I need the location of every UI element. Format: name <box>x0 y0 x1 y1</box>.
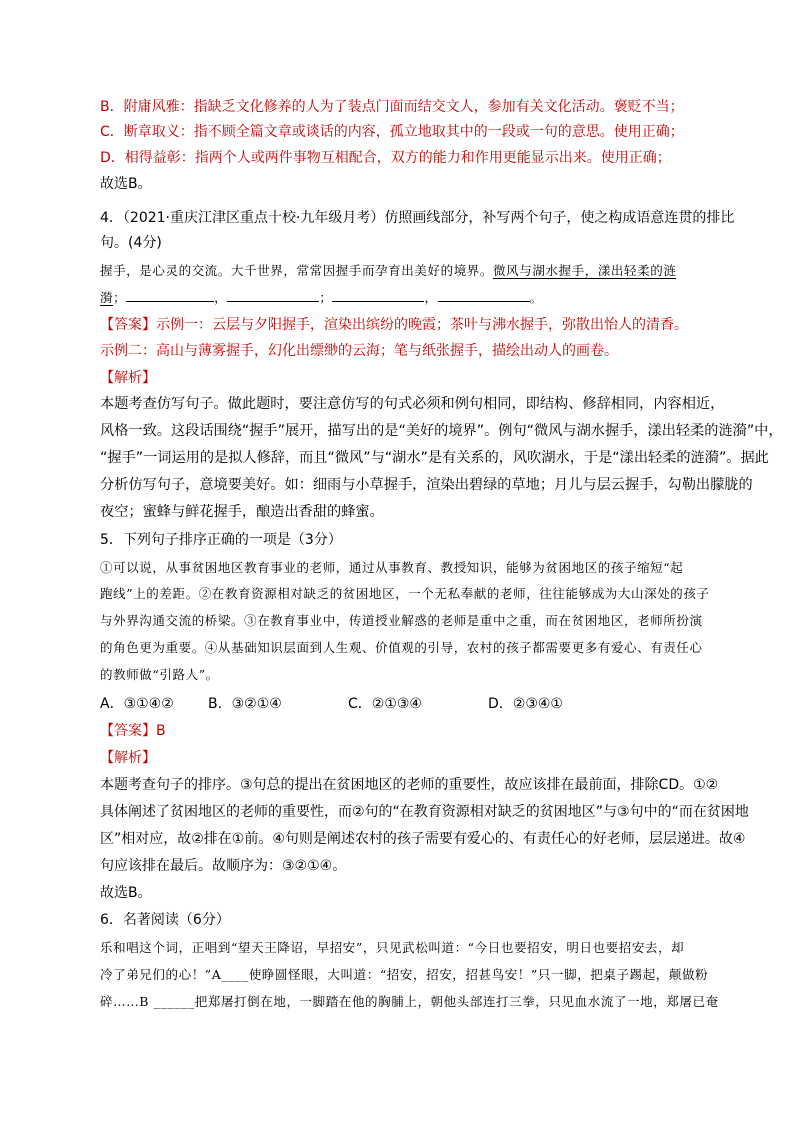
question-4-example-line-1: 握手，是心灵的交流。大千世界，常常因握手而孕育出美好的境界。微风与湖水握手，漾出轻柔的涟 <box>100 263 677 278</box>
question-6-text-2: 冷了弟兄们的心！”A____使睁圆怪眼，大叫道：“招安，招安，招甚鸟安！”只一脚，把桌子踢起，颠做粉 <box>100 967 709 982</box>
question-6-line: 6．名著阅读（6分） <box>100 912 230 928</box>
question-5-options <box>100 692 700 716</box>
option-c[interactable]: C．②①③④ <box>348 696 422 712</box>
blank-3[interactable] <box>332 287 424 302</box>
question-5-text-1: ①可以说，从事贫困地区教育事业的老师，通过从事教育、教授知识，能够为贫困地区的孩子缩短“起 <box>100 560 684 575</box>
answer-4-line-1: 【答案】示例一：云层与夕阳握手，渲染出缤纷的晚霞；茶叶与沸水握手，弥散出怡人的清香。 <box>100 317 688 333</box>
question-6-text-3: 碎……B ______把郑屠打倒在地，一脚踏在他的胸脯上，朝他头部连打三拳，只见血水流了一地，郑屠已奄 <box>100 994 719 1009</box>
analysis-5-line-4: 句应该排在最后。故顺序为：③②①④。 <box>100 858 347 874</box>
answer-4-line-2: 示例二：高山与薄雾握手，幻化出缥缈的云海；笔与纸张握手，描绘出动人的画卷。 <box>100 343 618 359</box>
answer-5: 【答案】B <box>100 723 166 739</box>
question-5-text-3: 与外界沟通交流的桥梁。③在教育事业中，传道授业解惑的老师是重中之重，而在贫困地区，老师所扮演 <box>100 613 703 628</box>
analysis-4-label: 【解析】 <box>100 370 156 386</box>
question-5-text-4: 的角色更为重要。④从基础知识层面到人生观、价值观的引导，农村的孩子都需要更多有爱心、有责任心 <box>100 640 703 655</box>
blank-2[interactable] <box>227 287 319 302</box>
blank-4[interactable] <box>438 287 530 302</box>
option-c-line: C．断章取义：指不顾全篇文章或谈话的内容，孤立地取其中的一段或一句的意思。使用正确； <box>100 124 684 140</box>
option-d[interactable]: D．②③④① <box>488 696 563 712</box>
analysis-4-line-4: 分析仿写句子，意境要美好。如：细雨与小草握手，渲染出碧绿的草地；月儿与层云握手，勾勒出朦胧的 <box>100 477 753 493</box>
question-4-line-1: 4．（2021·重庆江津区重点十校·九年级月考）仿照画线部分，补写两个句子，使之构成语意连贯的排比 <box>100 210 735 226</box>
option-d-line: D．相得益彰：指两个人或两件事物互相配合，双方的能力和作用更能显示出来。使用正确； <box>100 150 671 166</box>
conclusion-line: 故选B。 <box>100 176 152 192</box>
option-b-line: B．附庸风雅：指缺乏文化修养的人为了装点门面而结交文人，参加有关文化活动。褒贬不当； <box>100 99 684 115</box>
question-5-text-2: 跑线”上的差距。②在教育资源相对缺乏的贫困地区，一个无私奉献的老师，往往能够成为大山深处的孩子 <box>100 586 710 601</box>
question-4-line-2: 句。(4分) <box>100 235 162 251</box>
analysis-4-line-2: 风格一致。这段话围绕“握手”展开，描写出的是“美好的境界”。例句“微风与湖水握手，漾出轻柔的涟漪”中， <box>100 423 783 439</box>
option-a[interactable]: A．③①④② <box>100 696 174 712</box>
analysis-5-line-1: 本题考查句子的排序。③句总的提出在贫困地区的老师的重要性，故应该排在最前面，排除CD。①② <box>100 777 719 793</box>
analysis-5-line-2: 具体阐述了贫困地区的老师的重要性，而②句的“在教育资源相对缺乏的贫困地区”与③句中的“而在贫困地 <box>100 804 749 820</box>
question-5-text-5: 的教师做“引路人”。 <box>100 667 219 682</box>
question-5-line: 5．下列句子排序正确的一项是（3分） <box>100 532 342 548</box>
option-b[interactable]: B．③②①④ <box>208 696 282 712</box>
question-6-text-1: 乐和唱这个词，正唱到“望天王降诏，早招安”，只见武松叫道：“今日也要招安，明日也要招安去，却 <box>100 940 685 955</box>
analysis-5-line-3: 区”相对应，故②排在①前。④句则是阐述农村的孩子需要有爱心的、有责任心的好老师，层层递进。故④ <box>100 831 746 847</box>
analysis-4-line-5: 夜空；蜜蜂与鲜花握手，酿造出香甜的蜂蜜。 <box>100 504 384 520</box>
conclusion-5: 故选B。 <box>100 885 152 901</box>
analysis-5-label: 【解析】 <box>100 750 156 766</box>
analysis-4-line-1: 本题考查仿写句子。做此题时，要注意仿写的句式必须和例句相同，即结构、修辞相同，内容相近， <box>100 396 725 412</box>
analysis-4-line-3: “握手”一词运用的是拟人修辞，而且“微风”与“湖水”是有关系的，风吹湖水，于是“漾出轻柔的涟漪”。据此 <box>100 450 769 466</box>
question-4-example-line-2: 漪； ， ； ， 。 <box>100 286 700 310</box>
blank-1[interactable] <box>126 287 214 302</box>
